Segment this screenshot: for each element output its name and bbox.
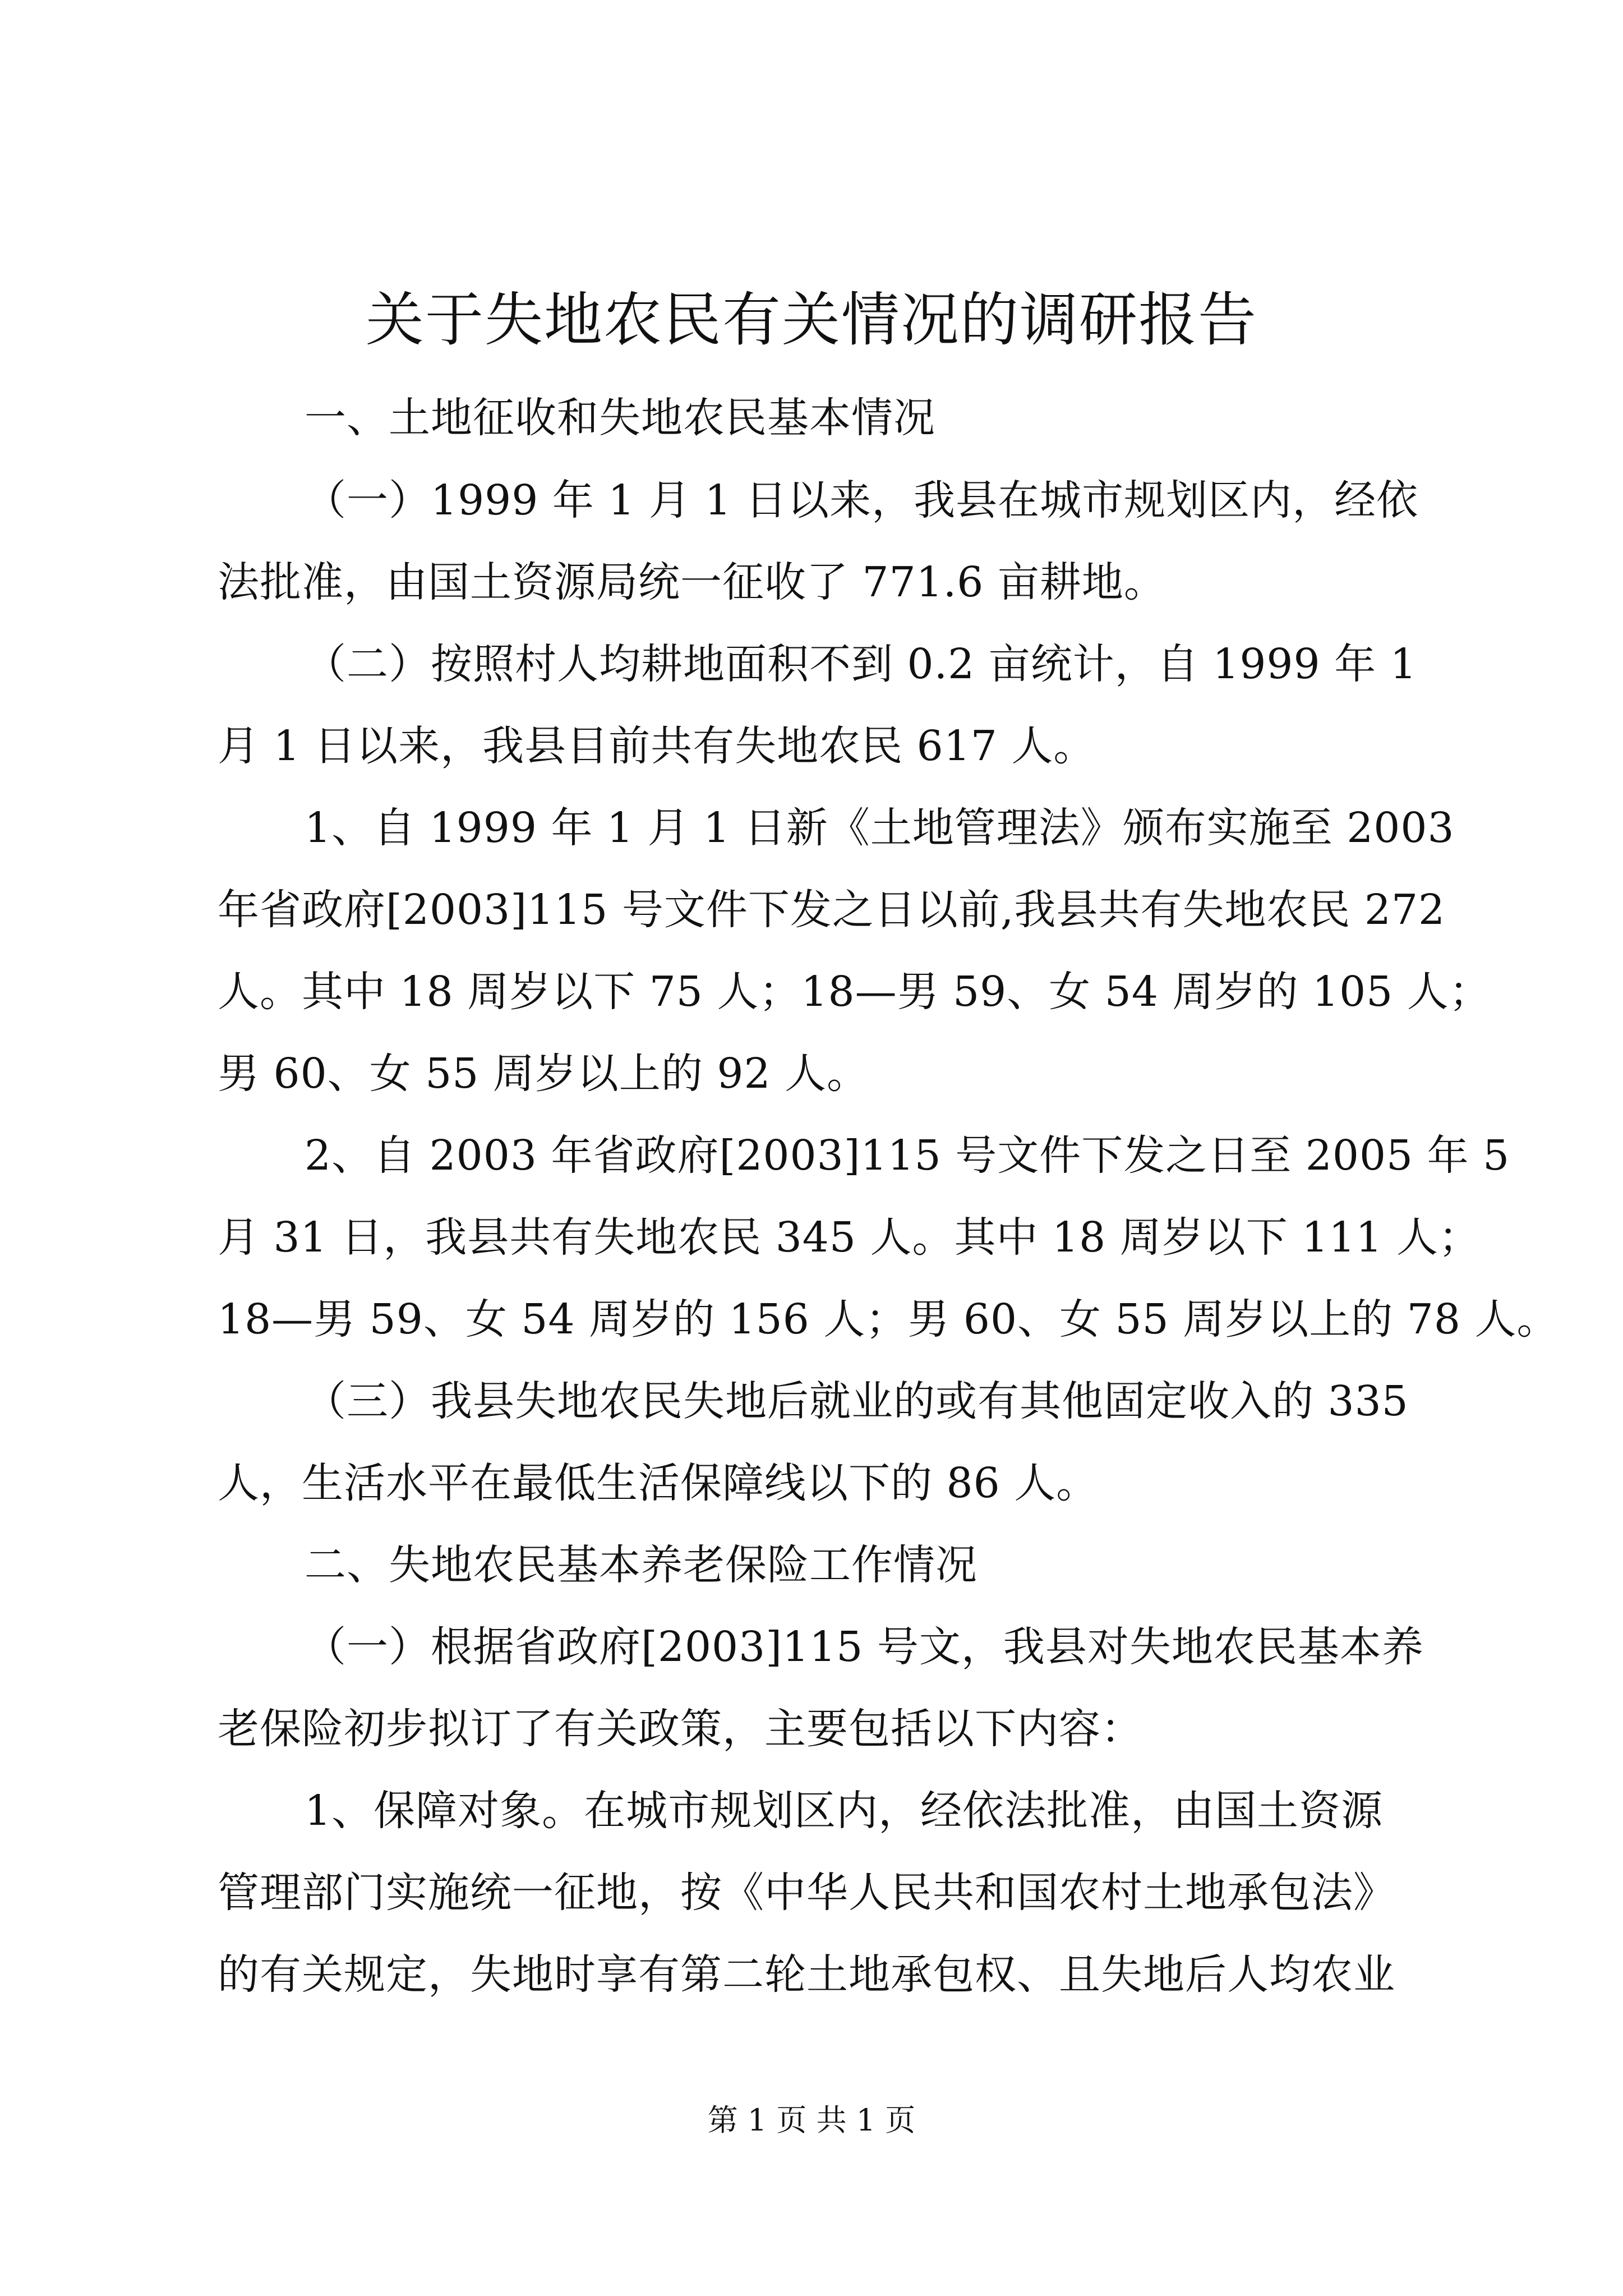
paragraph-line: 年省政府[2003]115 号文件下发之日以前,我县共有失地农民 272 bbox=[218, 886, 1446, 934]
paragraph-line: 男 60、女 55 周岁以上的 92 人。 bbox=[218, 1050, 869, 1098]
paragraph-line: 月 31 日，我县共有失地农民 345 人。其中 18 周岁以下 111 人； bbox=[218, 1213, 1481, 1262]
paragraph-line: 1、保障对象。在城市规划区内，经依法批准，由国土资源 bbox=[305, 1787, 1384, 1835]
paragraph-line: （三）我县失地农民失地后就业的或有其他固定收入的 335 bbox=[305, 1377, 1409, 1425]
paragraph-line: 1、自 1999 年 1 月 1 日新《土地管理法》颁布实施至 2003 bbox=[305, 804, 1455, 852]
paragraph-line: 老保险初步拟订了有关政策，主要包括以下内容： bbox=[218, 1705, 1143, 1753]
paragraph-line: 2、自 2003 年省政府[2003]115 号文件下发之日至 2005 年 5 bbox=[305, 1131, 1510, 1180]
paragraph-line: 人，生活水平在最低生活保障线以下的 86 人。 bbox=[218, 1459, 1099, 1507]
paragraph-line: 法批准，由国土资源局统一征收了 771.6 亩耕地。 bbox=[218, 558, 1166, 606]
paragraph-line: 月 1 日以来，我县目前共有失地农民 617 人。 bbox=[218, 722, 1096, 770]
paragraph-line: 18—男 59、女 54 周岁的 156 人；男 60、女 55 周岁以上的 78 人。 bbox=[218, 1295, 1559, 1343]
paragraph-line: 管理部门实施统一征地，按《中华人民共和国农村土地承包法》 bbox=[218, 1869, 1395, 1917]
paragraph-line: （一）1999 年 1 月 1 日以来，我县在城市规划区内，经依 bbox=[305, 476, 1419, 524]
document-title: 关于失地农民有关情况的调研报告 bbox=[365, 286, 1257, 354]
paragraph-line: 的有关规定，失地时享有第二轮土地承包权、且失地后人均农业 bbox=[218, 1950, 1395, 1999]
section-heading: 一、土地征收和失地农民基本情况 bbox=[305, 394, 935, 442]
paragraph-line: （二）按照村人均耕地面积不到 0.2 亩统计，自 1999 年 1 bbox=[305, 640, 1417, 688]
paragraph-line: （一）根据省政府[2003]115 号文，我县对失地农民基本养 bbox=[305, 1623, 1424, 1671]
page-footer: 第 1 页 共 1 页 bbox=[707, 2102, 916, 2138]
section-heading: 二、失地农民基本养老保险工作情况 bbox=[305, 1541, 978, 1589]
paragraph-line: 人。其中 18 周岁以下 75 人；18—男 59、女 54 周岁的 105 人； bbox=[218, 968, 1491, 1016]
